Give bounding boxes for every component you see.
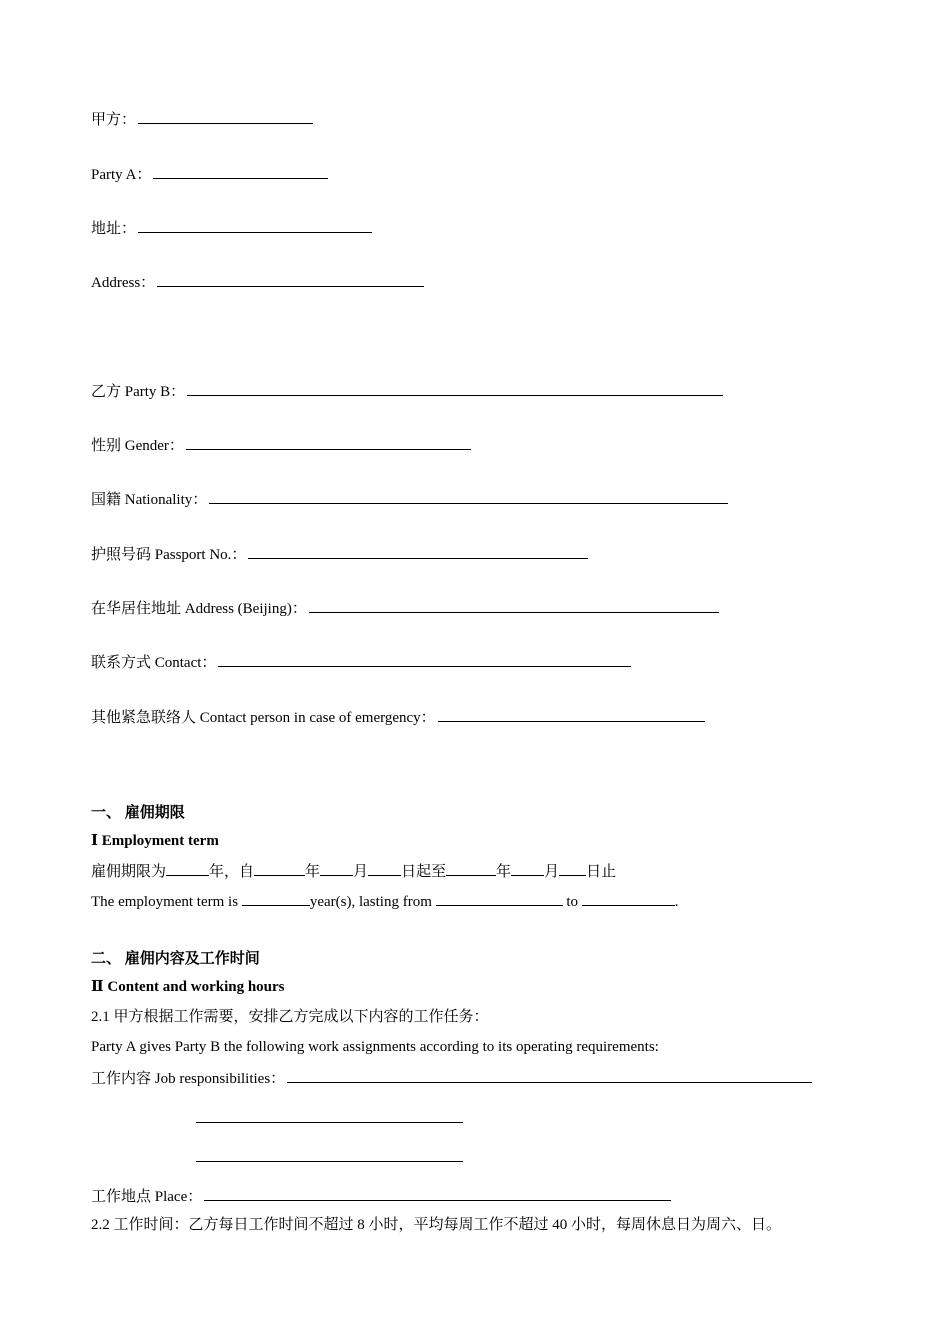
start-month-field[interactable] — [320, 861, 353, 876]
section2-heading-en: Ⅱ Content and working hours — [91, 979, 285, 995]
party-b-contact-row — [91, 651, 631, 671]
term-cn-text-7: 月 — [544, 864, 560, 880]
term-cn-text-4: 月 — [353, 864, 369, 880]
party-a-name-cn-field[interactable] — [138, 108, 313, 124]
party-a-name-cn-row — [91, 108, 313, 128]
party-b-name-field[interactable] — [187, 380, 723, 396]
term-cn-text-1: 雇佣期限为 — [91, 864, 167, 880]
party-b-emergency-field[interactable] — [438, 706, 705, 722]
term-en-text-2: year(s), lasting from — [309, 894, 436, 910]
party-a-name-en-row — [91, 163, 328, 183]
party-b-gender-label: 性别 Gender： — [91, 438, 184, 454]
section2-heading-cn: 二、 雇佣内容及工作时间 — [91, 951, 260, 967]
party-b-contact-field[interactable] — [218, 651, 631, 667]
party-b-passport-field[interactable] — [248, 543, 588, 559]
party-b-emergency-row — [91, 706, 705, 726]
party-b-address-beijing-field[interactable] — [309, 597, 719, 613]
term-from-en-field[interactable] — [436, 891, 563, 906]
party-a-address-cn-field[interactable] — [138, 217, 372, 233]
party-b-address-beijing-label: 在华居住地址 Address (Beijing)： — [91, 601, 307, 617]
party-b-address-beijing-row — [91, 597, 719, 617]
clause-2-1-en: Party A gives Party B the following work assignments according to its operating requirements: — [91, 1039, 659, 1055]
party-b-nationality-field[interactable] — [209, 488, 728, 504]
start-day-field[interactable] — [368, 861, 401, 876]
end-day-field[interactable] — [559, 861, 586, 876]
start-year-field[interactable] — [254, 861, 305, 876]
job-responsibilities-field-3[interactable] — [196, 1161, 463, 1162]
job-responsibilities-field-2[interactable] — [196, 1122, 463, 1123]
party-a-address-cn-label: 地址： — [91, 221, 137, 237]
work-place-label: 工作地点 Place： — [91, 1189, 203, 1205]
term-en-text-4: . — [674, 894, 679, 910]
party-b-emergency-label: 其他紧急联络人 Contact person in case of emergency： — [91, 710, 436, 726]
term-years-en-field[interactable] — [242, 891, 310, 906]
job-responsibilities-row — [91, 1067, 812, 1087]
term-en-text-3: to — [562, 894, 582, 910]
party-a-address-en-field[interactable] — [157, 271, 424, 287]
party-b-passport-row — [91, 543, 588, 563]
party-b-contact-label: 联系方式 Contact： — [91, 655, 217, 671]
section1-heading-cn: 一、 雇佣期限 — [91, 805, 185, 821]
term-cn-text-3: 年 — [305, 864, 321, 880]
work-place-field[interactable] — [204, 1185, 671, 1201]
term-en-text-1: The employment term is — [91, 894, 242, 910]
party-a-name-en-field[interactable] — [153, 163, 328, 179]
party-b-name-row — [91, 380, 723, 400]
party-a-name-cn-label: 甲方： — [91, 112, 137, 128]
party-b-nationality-label: 国籍 Nationality： — [91, 492, 208, 508]
end-month-field[interactable] — [511, 861, 544, 876]
party-b-nationality-row — [91, 488, 728, 508]
term-years-field[interactable] — [166, 861, 209, 876]
term-cn-text-2: 年，自 — [209, 864, 255, 880]
party-a-address-en-row — [91, 271, 424, 291]
term-cn-text-6: 年 — [496, 864, 512, 880]
end-year-field[interactable] — [446, 861, 496, 876]
party-b-gender-row — [91, 434, 471, 454]
party-a-address-cn-row — [91, 217, 372, 237]
term-cn-text-5: 日起至 — [401, 864, 447, 880]
job-responsibilities-field[interactable] — [287, 1067, 812, 1083]
clause-2-2-cn: 2.2 工作时间：乙方每日工作时间不超过 8 小时，平均每周工作不超过 40 小时，每周休息日为周六、日。 — [91, 1217, 782, 1233]
party-b-name-label: 乙方 Party B： — [91, 384, 186, 400]
work-place-row — [91, 1185, 671, 1205]
term-to-en-field[interactable] — [582, 891, 675, 906]
party-b-gender-field[interactable] — [186, 434, 471, 450]
employment-term-cn-row — [91, 861, 616, 881]
party-b-passport-label: 护照号码 Passport No.： — [91, 547, 247, 563]
party-a-address-en-label: Address： — [91, 275, 156, 291]
party-a-name-en-label: Party A： — [91, 167, 152, 183]
employment-term-en-row — [91, 891, 679, 911]
job-responsibilities-label: 工作内容 Job responsibilities： — [91, 1071, 286, 1087]
clause-2-1-cn: 2.1 甲方根据工作需要，安排乙方完成以下内容的工作任务： — [91, 1009, 489, 1025]
section1-heading-en: Ⅰ Employment term — [91, 833, 219, 849]
term-cn-text-8: 日止 — [586, 864, 617, 880]
